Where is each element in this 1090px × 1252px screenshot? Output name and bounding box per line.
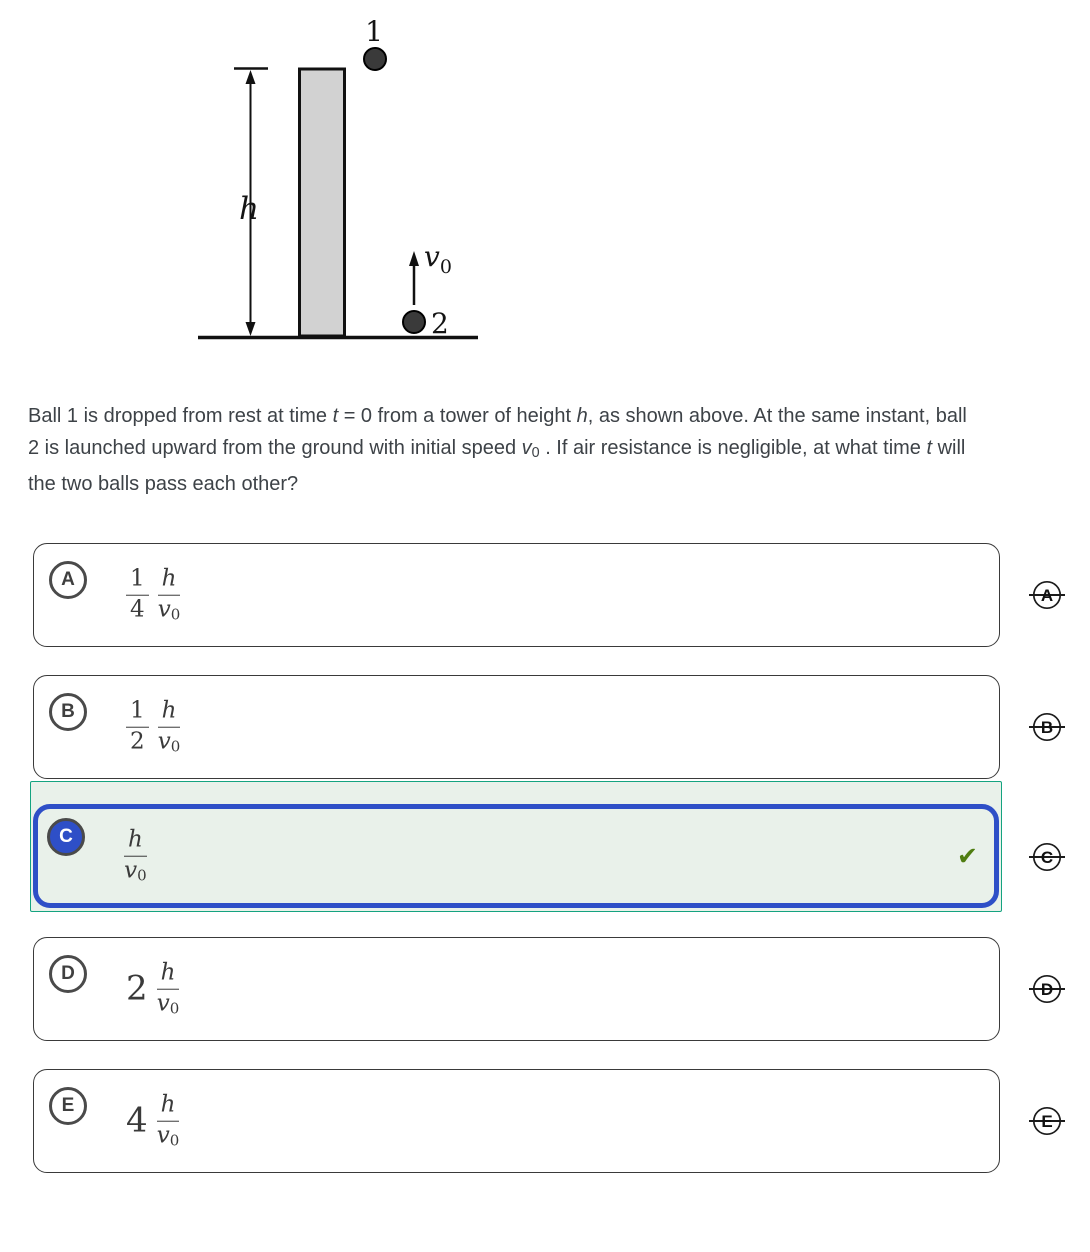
option-c-formula: $\frac{h}{v0}$ — [124, 826, 147, 885]
check-icon: ✔ — [957, 841, 978, 871]
option-d[interactable] — [33, 937, 1000, 1041]
ball1 — [364, 48, 386, 70]
option-c[interactable] — [30, 781, 1002, 912]
eliminator-b-button[interactable] — [1028, 709, 1066, 745]
svg-text:D: D — [1040, 980, 1054, 999]
option-b-formula: $\frac{1}{2}$ $\frac{h}{v0}$ — [126, 699, 180, 756]
height-label: h — [239, 191, 259, 227]
option-d-badge: D — [49, 955, 87, 993]
velocity-arrowhead-icon — [409, 251, 419, 266]
svg-text:B: B — [1040, 718, 1054, 737]
option-b-badge: B — [49, 693, 87, 731]
eliminator-a-button[interactable] — [1028, 577, 1066, 613]
tower — [300, 69, 345, 336]
eliminator-d-button[interactable] — [1028, 971, 1066, 1007]
arrowhead-down-icon — [246, 322, 256, 336]
tower-diagram — [195, 5, 485, 345]
option-b[interactable] — [33, 675, 1000, 779]
option-a[interactable] — [33, 543, 1000, 647]
question-line-2: 2 is launched upward from the ground with initial speed v0 . If air resistance is negligible, at what time t will — [28, 436, 966, 461]
svg-text:C: C — [1040, 848, 1054, 867]
option-e-formula: 4 $\frac{h}{v0}$ — [126, 1091, 180, 1150]
option-a-formula: $\frac{1}{4}$ $\frac{h}{v0}$ — [126, 567, 180, 624]
option-a-badge: A — [49, 561, 87, 599]
question-line-3: the two balls pass each other? — [28, 473, 299, 496]
ball2 — [403, 311, 425, 333]
option-e-badge: E — [49, 1087, 87, 1125]
eliminator-c-button[interactable] — [1028, 839, 1066, 875]
question-text — [28, 401, 1090, 501]
ball1-label: 1 — [365, 15, 383, 48]
arrowhead-up-icon — [246, 70, 256, 84]
question-line-1: Ball 1 is dropped from rest at time t = 0 from a tower of height h, as shown above. At the same instant, ball — [28, 405, 967, 427]
option-d-formula: 2 $\frac{h}{v0}$ — [126, 959, 180, 1018]
option-e[interactable] — [33, 1069, 1000, 1173]
svg-text:E: E — [1041, 1112, 1053, 1131]
eliminator-e-button[interactable] — [1028, 1103, 1066, 1139]
option-c-badge: C — [47, 818, 85, 856]
ball2-label: 2 — [431, 307, 449, 340]
velocity-label: $v_0$ — [424, 240, 452, 278]
svg-text:A: A — [1040, 586, 1054, 605]
option-c-selected-box — [33, 804, 999, 908]
